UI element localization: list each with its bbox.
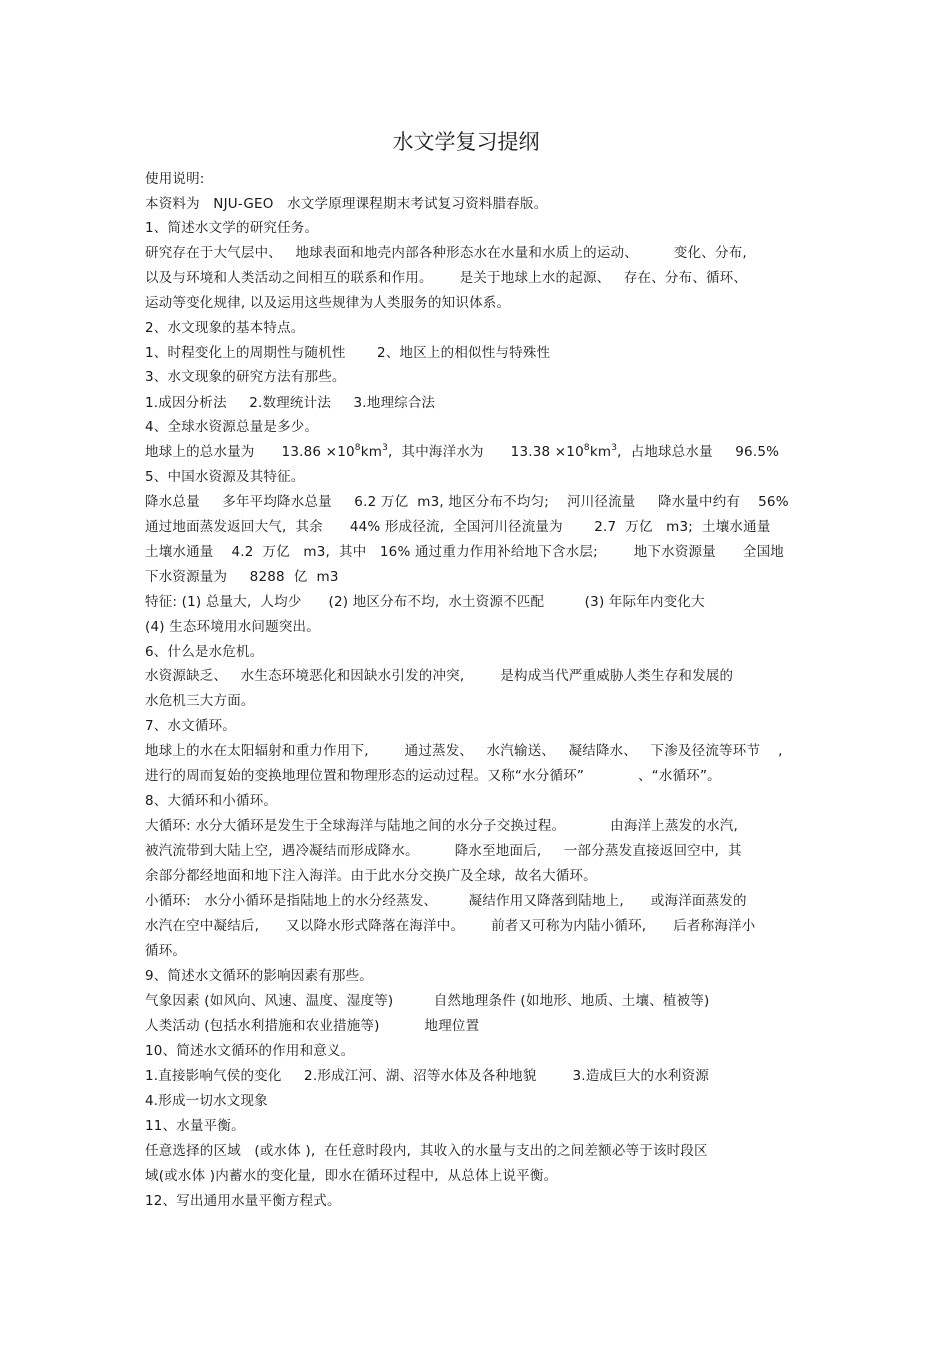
answer-5-line-1: 降水总量 多年平均降水总量 6.2 万亿 m3, 地区分布不均匀; 河川径流量 降水量中约有 56% <box>145 494 789 510</box>
question-4-heading: 4、全球水资源总量是多少。 <box>145 419 319 435</box>
answer-5-features-2: (4) 生态环境用水问题突出。 <box>145 619 320 635</box>
usage-heading: 使用说明: <box>145 171 205 187</box>
answer-8-line-2: 被汽流带到大陆上空, 遇冷凝结而形成降水。 降水至地面后, 一部分蒸发直接返回空中, 其 <box>145 843 742 859</box>
question-1-heading: 1、简述水文学的研究任务。 <box>145 220 319 236</box>
water-total-prefix: 地球上的总水量为 13.86 ×10 <box>145 444 355 460</box>
question-5-heading: 5、中国水资源及其特征。 <box>145 469 305 485</box>
document-title: 水文学复习提纲 <box>392 130 540 154</box>
answer-8-line-1: 大循环: 水分大循环是发生于全球海洋与陆地之间的水分子交换过程。 由海洋上蒸发的水汽, <box>145 818 738 834</box>
answer-8-line-6: 循环。 <box>145 943 187 959</box>
answer-2-line-1: 1、时程变化上的周期性与随机性 2、地区上的相似性与特殊性 <box>145 345 551 361</box>
water-total-middle: , 其中海洋水为 13.38 ×10 <box>388 444 584 460</box>
water-total-exponent-1: 8 <box>354 443 361 453</box>
answer-8-line-5: 水汽在空中凝结后, 又以降水形式降落在海洋中。 前者又可称为内陆小循环, 后者称海洋小 <box>145 918 756 934</box>
answer-5-line-2: 通过地面蒸发返回大气, 其余 44% 形成径流, 全国河川径流量为 2.7 万亿 m3; 土壤水通量 <box>145 519 771 535</box>
question-11-heading: 11、水量平衡。 <box>145 1118 245 1134</box>
answer-6-line-2: 水危机三大方面。 <box>145 693 255 709</box>
question-6-heading: 6、什么是水危机。 <box>145 644 264 660</box>
usage-note: 本资料为 NJU-GEO 水文学原理课程期末考试复习资料腊春版。 <box>145 196 548 212</box>
question-9-heading: 9、简述水文循环的影响因素有那些。 <box>145 968 373 984</box>
water-total-unit-1: km <box>360 444 383 460</box>
question-7-heading: 7、水文循环。 <box>145 718 236 734</box>
answer-7-line-2: 进行的周而复始的变换地理位置和物理形态的运动过程。又称“水分循环” 、“水循环”。 <box>145 768 721 784</box>
answer-5-line-3: 土壤水通量 4.2 万亿 m3, 其中 16% 通过重力作用补给地下含水层; 地下水资源量 全国地 <box>145 544 785 560</box>
answer-5-features-1: 特征: (1) 总量大, 人均少 (2) 地区分布不均, 水土资源不匹配 (3) 年际年内变化大 <box>145 594 705 610</box>
water-total-exponent-4: 3 <box>611 443 618 453</box>
answer-1-line-3: 运动等变化规律, 以及运用这些规律为人类服务的知识体系。 <box>145 295 511 311</box>
water-total-exponent-2: 3 <box>382 443 389 453</box>
answer-1-line-2: 以及与环境和人类活动之间相互的联系和作用。 是关于地球上水的起源、 存在、分布、循环、 <box>145 270 748 286</box>
question-12-heading: 12、写出通用水量平衡方程式。 <box>145 1193 341 1209</box>
answer-10-line-2: 4.形成一切水文现象 <box>145 1093 268 1109</box>
answer-1-line-1: 研究存在于大气层中、 地球表面和地壳内部各种形态水在水量和水质上的运动、 变化、分布, <box>145 245 747 261</box>
answer-5-line-4: 下水资源量为 8288 亿 m3 <box>145 569 339 585</box>
water-total-suffix: , 占地球总水量 96.5% <box>617 444 780 460</box>
question-2-heading: 2、水文现象的基本特点。 <box>145 320 305 336</box>
answer-9-line-1: 气象因素 (如风向、风速、温度、湿度等) 自然地理条件 (如地形、地质、土壤、植被等) <box>145 993 710 1009</box>
answer-9-line-2: 人类活动 (包括水利措施和农业措施等) 地理位置 <box>145 1018 480 1034</box>
water-total-exponent-3: 8 <box>583 443 590 453</box>
question-8-heading: 8、大循环和小循环。 <box>145 793 278 809</box>
answer-6-line-1: 水资源缺乏、 水生态环境恶化和因缺水引发的冲突, 是构成当代严重威胁人类生存和发展的 <box>145 668 734 684</box>
water-total-unit-2: km <box>589 444 612 460</box>
answer-11-line-1: 任意选择的区域 (或水体 ), 在任意时段内, 其收入的水量与支出的之间差额必等于该时段区 <box>145 1143 708 1159</box>
answer-4-line-1 <box>145 440 779 465</box>
answer-10-line-1: 1.直接影响气侯的变化 2.形成江河、湖、沼等水体及各种地貌 3.造成巨大的水利资源 <box>145 1068 710 1084</box>
question-3-heading: 3、水文现象的研究方法有那些。 <box>145 369 346 385</box>
answer-3-line-1: 1.成因分析法 2.数理统计法 3.地理综合法 <box>145 395 436 411</box>
answer-7-line-1: 地球上的水在太阳辐射和重力作用下, 通过蒸发、 水汽输送、 凝结降水、 下渗及径流等环节 , <box>145 743 783 759</box>
answer-11-line-2: 域(或水体 )内蓄水的变化量, 即水在循环过程中, 从总体上说平衡。 <box>145 1168 558 1184</box>
answer-8-line-4: 小循环: 水分小循环是指陆地上的水分经蒸发、 凝结作用又降落到陆地上, 或海洋面蒸发的 <box>145 893 747 909</box>
answer-8-line-3: 余部分都经地面和地下注入海洋。由于此水分交换广及全球, 故名大循环。 <box>145 868 597 884</box>
question-10-heading: 10、简述水文循环的作用和意义。 <box>145 1043 355 1059</box>
